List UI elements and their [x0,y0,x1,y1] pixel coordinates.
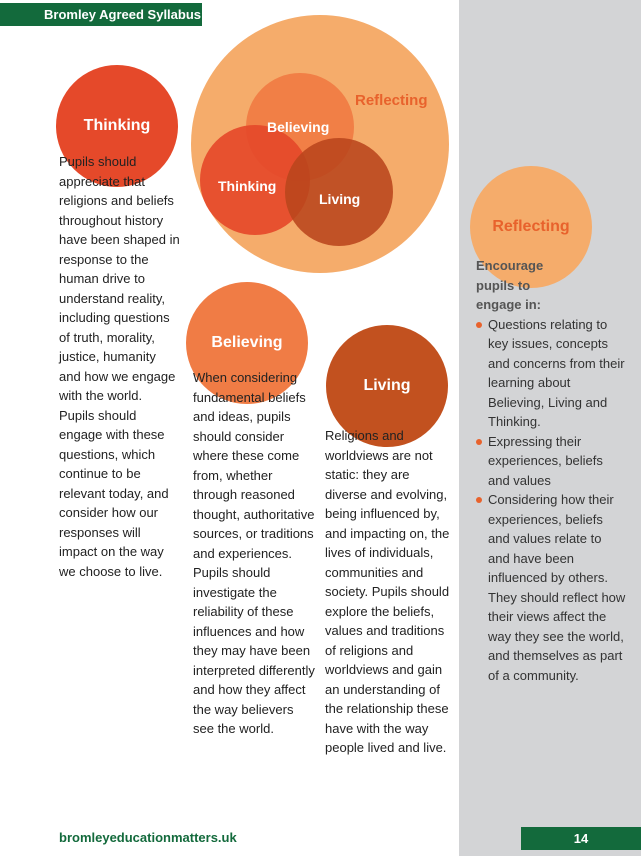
bullet-icon [476,439,482,445]
living-text: Religions and worldviews are not static: they are diverse and evolving, being influenced by, and impacting on, the lives of individuals, communities and society. Pupils should explore the beliefs, values and traditions of religions and worldviews and gain an understanding of the relationship these have with the way people lived and live. [325,428,450,755]
footer-url[interactable]: bromleyeducationmatters.uk [59,830,237,845]
page-number: 14 [521,827,641,850]
living-text-block [325,426,455,758]
believing-text-block [193,368,317,739]
header-title: Bromley Agreed Syllabus [0,3,202,26]
diagram-thinking-label: Thinking [218,178,277,194]
reflecting-heading: Reflecting [492,218,570,235]
diagram-believing-label: Believing [267,119,330,135]
bullet-icon [476,497,482,503]
believing-text: When considering fundamental beliefs and ideas, pupils should consider where these come from, whether through reasoned thought, authoritative sources, or traditions and experiences. Pupils should investigate the reliability of these influences and how they may have been interpreted differently and how they affect the way believers see the world. [193,370,315,736]
living-heading: Living [363,377,411,394]
thinking-text: Pupils should appreciate that religions and beliefs throughout history have been shaped in response to the human drive to understand reality, including questions of truth, morality, justice, humanity and how we engage with the world. Pupils should engage with these questions, which continue to be relevant today, and consider how our responses will impact on the way we choose to live. [59,154,180,579]
thinking-heading: Thinking [83,117,151,134]
reflecting-item: Considering how their experiences, beliefs and values relate to and have been influenced by others. They should reflect how their views affect the way they see the world, and themselves as part of a community. [476,490,626,685]
reflecting-item: Expressing their experiences, beliefs and values [476,432,626,491]
diagram-living-label: Living [319,191,361,207]
reflecting-text-block [476,256,626,685]
reflecting-intro: Encourage pupils to engage in: [476,258,544,312]
thinking-text-block [59,152,181,581]
diagram-reflecting-label: Reflecting [355,92,428,109]
reflecting-list [476,315,626,686]
reflecting-item: Questions relating to key issues, concepts and concerns from their learning about Believing, Living and Thinking. [476,315,626,432]
bullet-icon [476,322,482,328]
believing-heading: Believing [211,334,283,351]
